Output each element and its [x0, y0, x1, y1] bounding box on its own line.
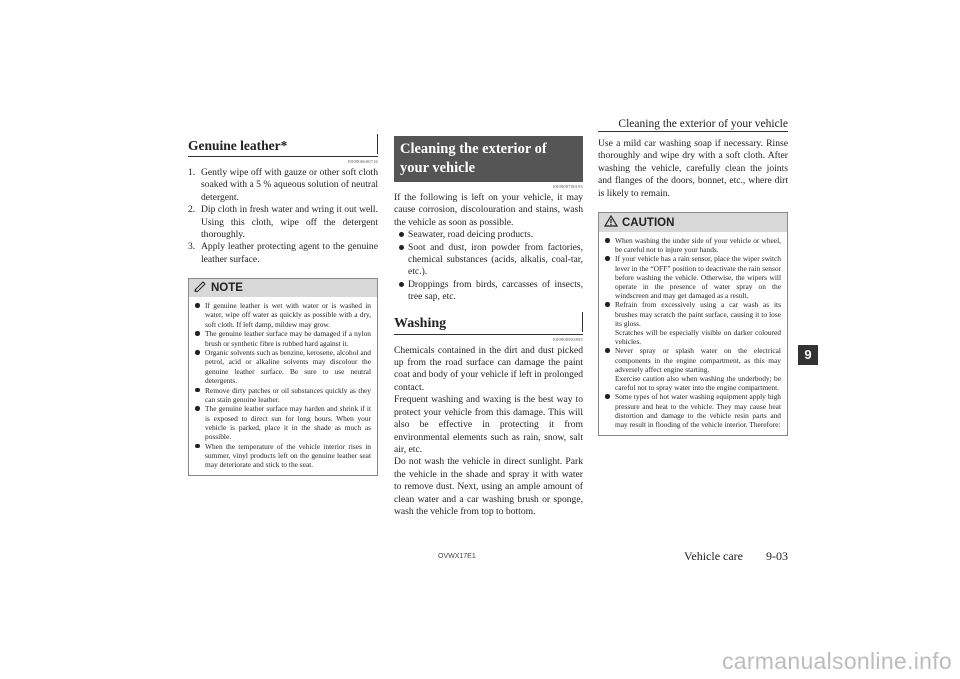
bullet-text: Remove dirty patches or oil substances quickly as they can stain genuine leather. — [205, 385, 371, 404]
bullet-icon — [399, 245, 404, 250]
chapter-tab: 9 — [798, 345, 818, 365]
bullet-text: If genuine leather is wet with water or is washed in water, wipe off water as quickly as possible with a dry, soft cloth. If left damp, mildew may grow. — [205, 301, 371, 329]
intro-paragraph: If the following is left on your vehicle, it may cause corrosion, discolouration and stains, wash the vehicle as soon as possible. — [394, 192, 583, 228]
step-number: 2. — [188, 204, 196, 216]
column-genuine-leather — [188, 136, 378, 476]
bullet-text: The genuine leather surface may be damaged if a nylon brush or synthetic fibre is rubbed hard against it. — [205, 329, 371, 348]
list-item — [605, 346, 781, 392]
list-item — [195, 329, 371, 347]
caution-header — [599, 213, 787, 232]
note-icon — [194, 281, 207, 295]
bullet-icon — [399, 282, 404, 287]
bullet-text: Scratches will be especially visible on darker coloured vehicles. — [615, 328, 781, 347]
list-item — [188, 204, 378, 241]
bullet-text: Droppings from birds, carcasses of insects, tree sap, etc. — [408, 278, 583, 303]
column-cleaning-exterior — [394, 136, 583, 518]
section-title-genuine-leather: Genuine leather* — [188, 136, 378, 157]
section-title-washing: Washing — [394, 314, 583, 335]
step-number: 3. — [188, 241, 196, 253]
washing-code: E00900903895 — [553, 336, 583, 342]
section-code: E00906600716 — [348, 159, 378, 164]
bullet-icon — [195, 406, 200, 411]
leather-steps-list — [188, 167, 378, 266]
bullet-text: When washing the under side of your vehicle or wheel, be careful not to injure your hands. — [615, 236, 781, 255]
bullet-text: Refrain from excessively using a car wash as its brushes may scratch the paint surface, causing it to lose its gloss. — [615, 300, 781, 328]
caution-label: CAUTION — [622, 216, 675, 229]
header-rule — [598, 131, 788, 132]
washing-paragraph: Do not wash the vehicle in direct sunlight. Park the vehicle in the shade and spray it with water to remove dust. Next, using an ample amount of clean water and a car washing brush or sponge, wash the vehicle from top to bottom. — [394, 456, 583, 517]
washing-paragraphs — [394, 345, 583, 519]
page-footer — [684, 549, 788, 564]
section-code: E00900700195 — [553, 184, 583, 189]
bullet-text: Soot and dust, iron powder from factories, chemical substances (acids, alkalis, coal-tar, etc.). — [408, 241, 583, 278]
list-item — [195, 404, 371, 441]
section-title-cleaning-exterior — [394, 136, 583, 182]
bullet-text: Organic solvents such as benzine, kerosene, alcohol and petrol, acid or alkaline solvents may discolour the genuine leather surface. Be sure to use neutral detergents. — [205, 348, 371, 385]
list-item — [195, 442, 371, 470]
washing-paragraph: Chemicals contained in the dirt and dust picked up from the road surface can damage the paint coat and body of your vehicle if left in prolonged contact. — [394, 344, 583, 393]
bullet-icon — [605, 394, 610, 399]
bullet-icon — [399, 232, 404, 237]
list-item — [394, 229, 583, 241]
list-item — [188, 167, 378, 204]
bullet-icon — [605, 348, 610, 353]
step-number: 1. — [188, 167, 196, 178]
step-text: Gently wipe off with gauze or other soft cloth soaked with a 5 % aqueous solution of neutral detergent. — [201, 167, 378, 203]
bullet-icon — [195, 444, 200, 449]
running-header: Cleaning the exterior of your vehicle — [618, 118, 788, 130]
hazard-bullet-list — [394, 229, 583, 303]
watermark: carmanualsonline.info — [721, 648, 952, 674]
note-header — [189, 279, 377, 297]
bullet-text: When the temperature of the vehicle interior rises in summer, vinyl products left on the genuine leather seat may deteriorate and stick to the seat. — [205, 441, 371, 470]
list-item — [605, 236, 781, 254]
bullet-icon — [195, 388, 200, 393]
title-line-2: your vehicle — [400, 160, 476, 176]
list-item — [195, 348, 371, 385]
washing-paragraph: Frequent washing and waxing is the best way to protect your vehicle from this damage. This will also be effective in protecting it from environmental elements such as rain, snow, salt air, etc. — [394, 394, 583, 455]
list-item — [605, 392, 781, 429]
bullet-text: Some types of hot water washing equipment apply high pressure and heat to the vehicle. They may cause heat distortion and damage to the vehicle resin parts and may result in flooding of the vehicle interior. Therefore: — [615, 392, 781, 430]
note-body — [189, 297, 377, 475]
list-item — [394, 242, 583, 279]
note-label: NOTE — [211, 282, 243, 295]
bullet-icon — [605, 302, 610, 307]
footer-section-label: Vehicle care — [684, 549, 743, 563]
bullet-icon — [195, 303, 200, 308]
list-item — [188, 241, 378, 266]
bullet-icon — [195, 331, 200, 336]
soap-paragraph: Use a mild car washing soap if necessary. Rinse thoroughly and wipe dry with a soft cloth. After washing the vehicle, carefully clean the joints and flanges of the doors, bonnet, etc., where dirt is likely to remain. — [598, 138, 788, 199]
list-item — [605, 254, 781, 300]
column-washing-cont — [598, 138, 788, 436]
list-item — [394, 279, 583, 304]
bullet-text: The genuine leather surface may harden and shrink if it is exposed to direct sun for long hours. When your vehicle is parked, place it in the shade as much as possible. — [205, 404, 371, 442]
bullet-text: If your vehicle has a rain sensor, place the wiper switch lever in the “OFF” position to deactivate the rain sensor before washing the vehicle. Otherwise, the wipers will operate in the presence of water spray on the windscreen and may get damaged as a result. — [615, 254, 781, 301]
list-item — [195, 386, 371, 404]
step-text: Apply leather protecting agent to the genuine leather surface. — [201, 241, 378, 265]
caution-triangle-icon — [604, 215, 618, 230]
bullet-icon — [605, 256, 610, 261]
caution-body — [599, 232, 787, 435]
bullet-text: Seawater, road deicing products. — [408, 229, 534, 241]
step-text: Dip cloth in fresh water and wring it out well. Using this cloth, wipe off the detergent thoroughly. — [201, 204, 378, 241]
document-code: OVWX17E1 — [438, 553, 476, 560]
caution-box — [598, 212, 788, 436]
title-line-1: Cleaning the exterior of — [400, 141, 547, 157]
bullet-text: Never spray or splash water on the electrical components in the engine compartment, as this may adversely affect engine starting. — [615, 346, 781, 374]
page-number: 9-03 — [766, 549, 788, 563]
note-box — [188, 278, 378, 476]
bullet-icon — [195, 350, 200, 355]
bullet-icon — [605, 238, 610, 243]
list-item — [605, 300, 781, 346]
list-item — [195, 301, 371, 329]
bullet-text: Exercise caution also when washing the underbody; be careful not to spray water into the engine compartment. — [615, 374, 781, 393]
